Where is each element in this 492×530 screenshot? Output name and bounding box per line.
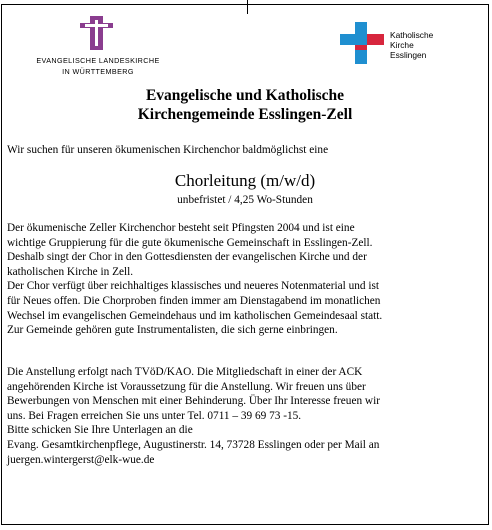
text-line: Die Anstellung erfolgt nach TVöD/KAO. Die Mitgliedschaft in einer der ACK bbox=[7, 366, 363, 378]
job-title: Chorleitung (m/w/d) bbox=[174, 171, 316, 190]
page-title: Evangelische und Katholische Kirchengemeinde Esslingen-Zell bbox=[137, 87, 353, 123]
catholic-logo bbox=[338, 20, 458, 70]
catholic-cross-icon bbox=[338, 20, 388, 70]
text-line: für Neues offen. Die Chorproben finden immer am Dienstagabend im monatlichen bbox=[7, 294, 381, 307]
text-line: Zur Gemeinde gehören gute Instrumentalisten, die sich gerne einbringen. bbox=[7, 324, 338, 337]
evangelical-logo-text: EVANGELISCHE LANDESKIRCHE IN WÜRTTEMBERG bbox=[36, 56, 160, 76]
catholic-logo-text: Katholische Kirche Esslingen bbox=[390, 30, 434, 60]
text-line: Evang. Gesamtkirchenpflege, Augustinerstr. 14, 73728 Esslingen oder per Mail an bbox=[7, 438, 380, 451]
text-line: Wechsel im evangelischen Gemeindehaus und im katholischen Gemeindesaal statt. bbox=[7, 309, 383, 322]
text-line: Bewerbungen von Menschen mit einer Behinderung. Über Ihr Interesse freuen wir bbox=[7, 395, 380, 408]
employment-details bbox=[7, 365, 485, 467]
text-line: Bitte schicken Sie Ihre Unterlagen an die bbox=[7, 424, 193, 437]
choir-description bbox=[7, 221, 485, 338]
text-line: Der ökumenische Zeller Kirchenchor besteht seit Pfingsten 2004 und ist eine bbox=[7, 222, 355, 234]
evangelical-logo bbox=[28, 16, 168, 76]
text-line: Der Chor verfügt über reichhaltiges klassisches und neueres Notenmaterial und ist bbox=[7, 280, 380, 293]
text-line: uns. Bei Fragen erreichen Sie uns unter Tel. 0711 – 39 69 73 -15. bbox=[7, 409, 302, 422]
text-line: angehörenden Kirche ist Voraussetzung für die Anstellung. Wir freuen uns über bbox=[7, 380, 366, 393]
text-line: katholischen Kirche in Zell. bbox=[7, 265, 134, 278]
contact-email[interactable]: juergen.wintergerst@elk-wue.de bbox=[7, 453, 155, 466]
text-line: wichtige Gruppierung für die gute ökumenische Gemeinschaft in Esslingen-Zell. bbox=[7, 236, 373, 249]
job-subtitle: unbefristet / 4,25 Wo-Stunden bbox=[177, 194, 313, 206]
text-line: Deshalb singt der Chor in den Gottesdiensten der evangelischen Kirche und der bbox=[7, 251, 367, 264]
intro-text: Wir suchen für unseren ökumenischen Kirchenchor baldmöglichst eine bbox=[7, 144, 329, 156]
